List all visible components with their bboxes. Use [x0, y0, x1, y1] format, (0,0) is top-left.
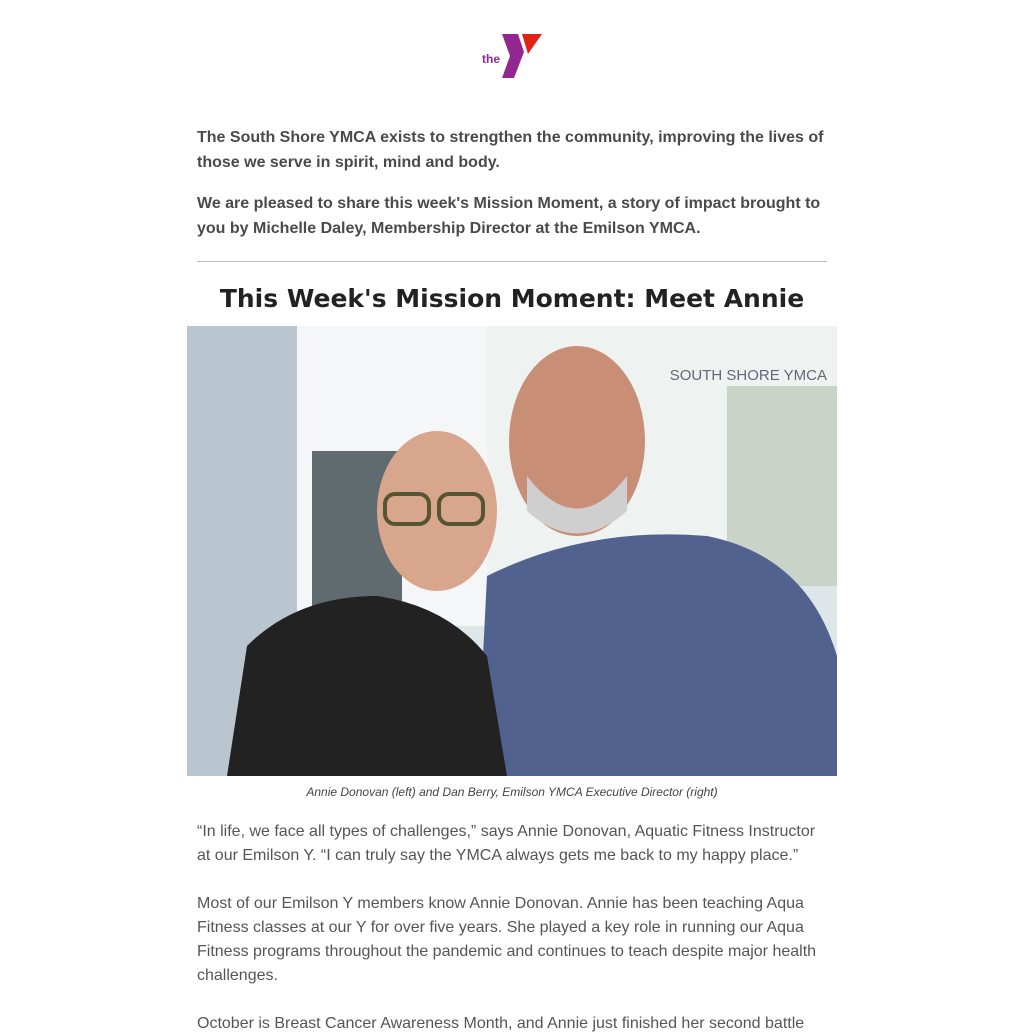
photo-sign-text: SOUTH SHORE YMCA — [669, 367, 827, 384]
intro-share: We are pleased to share this week's Mission Moment, a story of impact brought to you by Michelle Daley, Membership Director at the Emilson YMCA. — [197, 195, 821, 237]
ymca-logo[interactable] — [480, 30, 544, 80]
intro-mission: The South Shore YMCA exists to strengthen the community, improving the lives of those we serve in spirit, mind and body. — [197, 129, 824, 171]
logo-the-text: the — [482, 52, 500, 66]
divider — [197, 261, 827, 262]
article-photo — [187, 326, 837, 776]
article-paragraph: Most of our Emilson Y members know Annie Donovan. Annie has been teaching Aqua Fitness classes at our Y for over five years. She played a key role in running our Aqua Fitness programs throughout the pandemic and continues to teach despite major health challenges. — [197, 895, 817, 984]
article-title: This Week's Mission Moment: Meet Annie — [219, 284, 805, 313]
article-paragraph: October is Breast Cancer Awareness Month, and Annie just finished her second battle — [197, 1015, 805, 1032]
article-paragraph: “In life, we face all types of challenges,” says Annie Donovan, Aquatic Fitness Instructor at our Emilson Y. “I can truly say the YMCA always gets me back to my happy place.” — [197, 823, 816, 864]
photo-caption: Annie Donovan (left) and Dan Berry, Emilson YMCA Executive Director (right) — [306, 785, 718, 799]
